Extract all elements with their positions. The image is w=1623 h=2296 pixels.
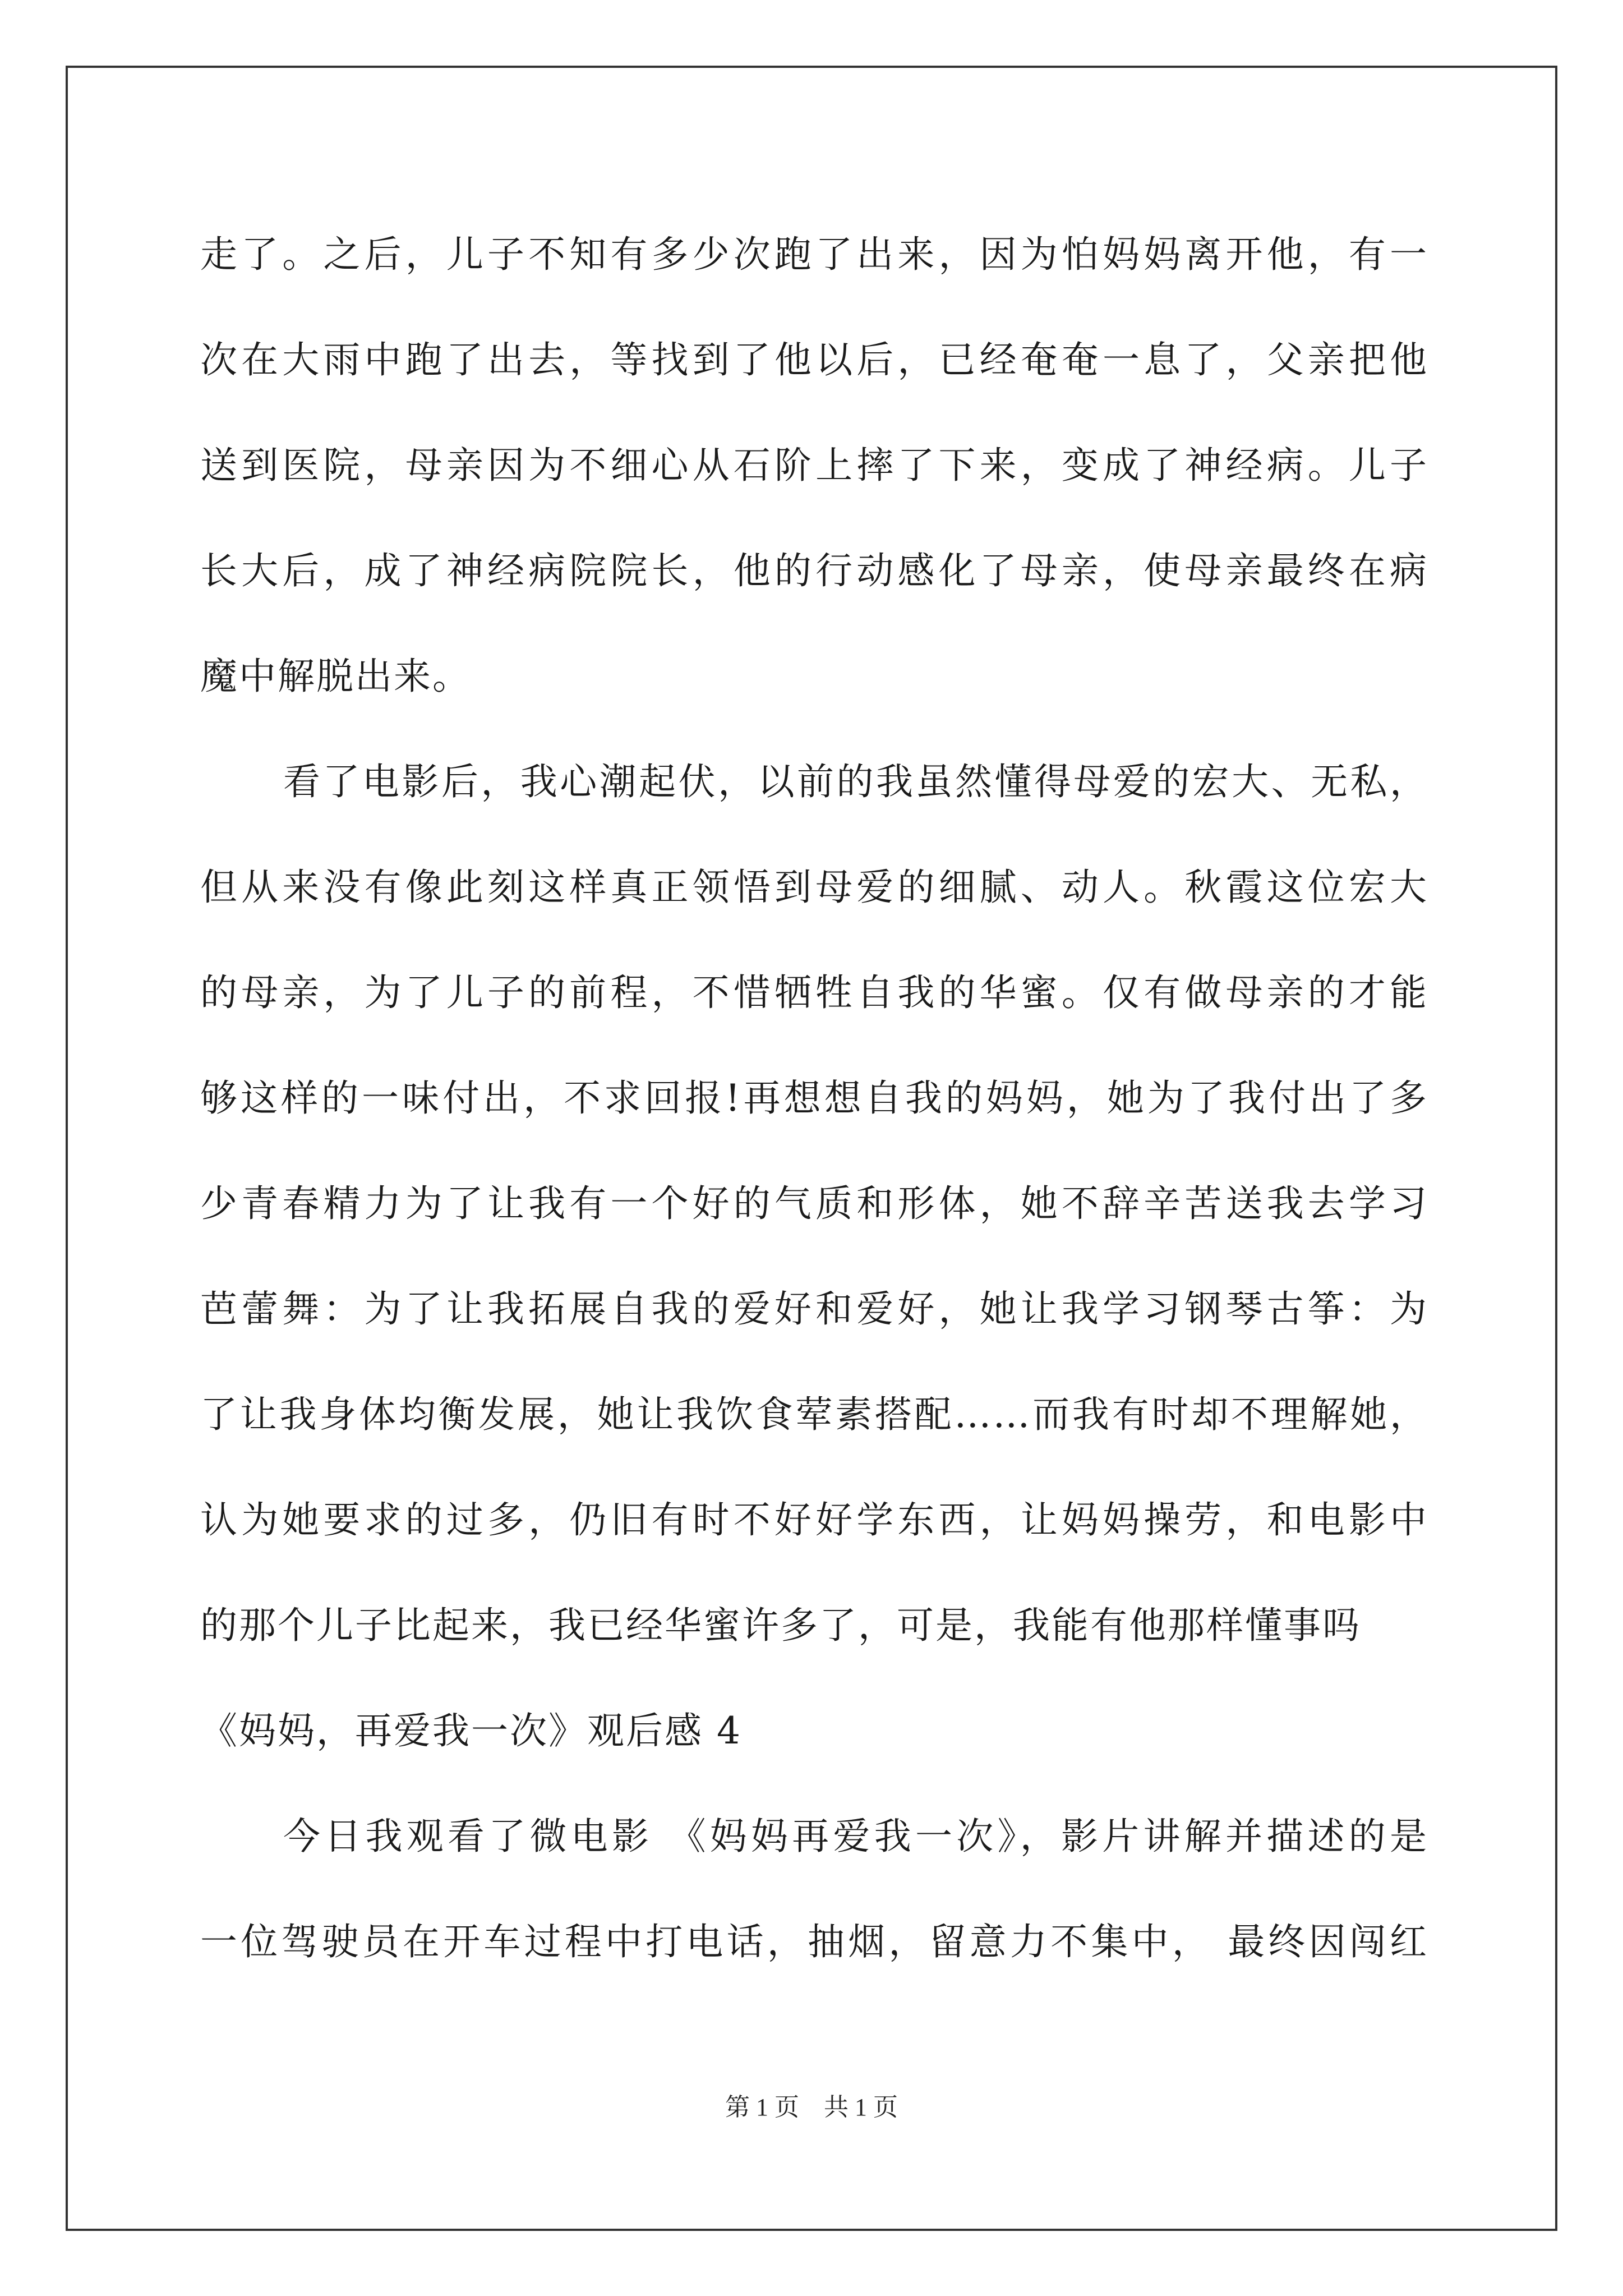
text-line: 够这样的一味付出，不求回报!再想想自我的妈妈，她为了我付出了多 xyxy=(200,1076,1428,1120)
text-line: 认为她要求的过多，仍旧有时不好好学东西，让妈妈操劳，和电影中 xyxy=(200,1498,1428,1542)
text-line: 的母亲，为了儿子的前程，不惜牺牲自我的华蜜。仅有做母亲的才能 xyxy=(200,971,1428,1014)
text-line: 芭蕾舞：为了让我拓展自我的爱好和爱好，她让我学习钢琴古筝：为 xyxy=(200,1287,1428,1331)
text-line: 走了。之后，儿子不知有多少次跑了出来，因为怕妈妈离开他，有一 xyxy=(200,233,1428,276)
document-body xyxy=(200,202,1428,1995)
text-line: 魔中解脱出来。 xyxy=(200,655,471,698)
text-line: 的那个儿子比起来，我已经华蜜许多了，可是，我能有他那样懂事吗 xyxy=(200,1604,1361,1647)
paragraph-start-line: 看了电影后，我心潮起伏，以前的我虽然懂得母爱的宏大、无私， xyxy=(283,760,1428,803)
paragraph-start-line: 今日我观看了微电影 《妈妈再爱我一次》，影片讲解并描述的是 xyxy=(283,1815,1428,1858)
text-line: 长大后，成了神经病院院长，他的行动感化了母亲，使母亲最终在病 xyxy=(200,549,1428,592)
text-line: 一位驾驶员在开车过程中打电话，抽烟，留意力不集中， 最终因闯红 xyxy=(200,1920,1428,1963)
section-heading: 《妈妈，再爱我一次》观后感 4 xyxy=(200,1709,742,1752)
text-line: 少青春精力为了让我有一个好的气质和形体，她不辞辛苦送我去学习 xyxy=(200,1182,1428,1225)
text-line: 次在大雨中跑了出去，等找到了他以后，已经奄奄一息了，父亲把他 xyxy=(200,338,1428,381)
page-number-footer: 第 1 页 共 1 页 xyxy=(725,2093,898,2121)
text-line: 送到医院，母亲因为不细心从石阶上摔了下来，变成了神经病。儿子 xyxy=(200,444,1428,487)
text-line: 了让我身体均衡发展，她让我饮食荤素搭配……而我有时却不理解她， xyxy=(200,1393,1428,1436)
text-line: 但从来没有像此刻这样真正领悟到母爱的细腻、动人。秋霞这位宏大 xyxy=(200,866,1428,909)
